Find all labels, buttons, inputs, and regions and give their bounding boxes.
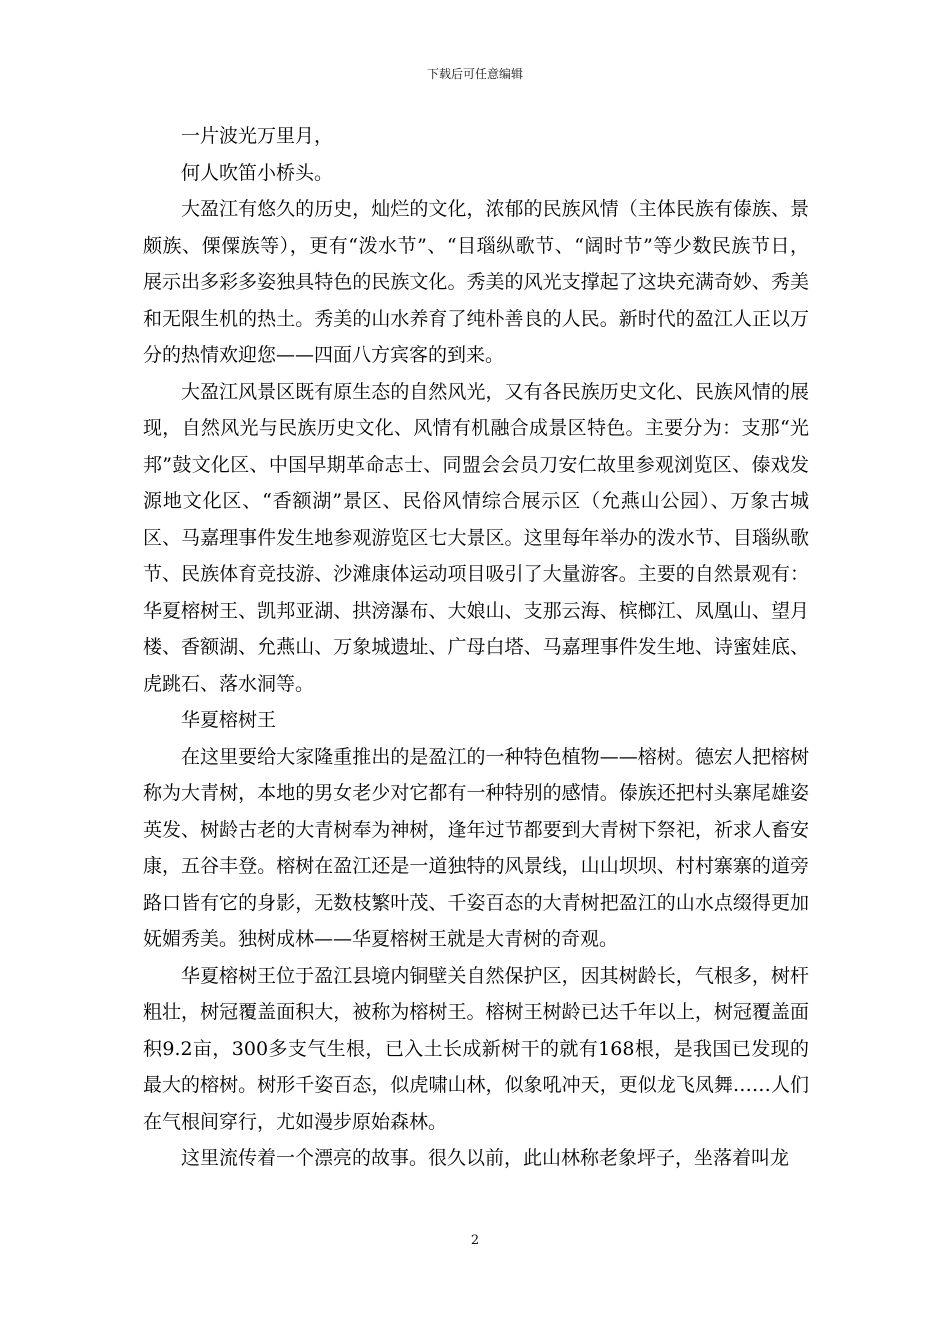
page-header: 下载后可任意编辑	[426, 67, 523, 81]
paragraph: 华夏榕树王位于盈江县境内铜壁关自然保护区，因其树龄长，气根多，树杆粗壮，树冠覆盖面积大，被称为榕树王。榕树王树龄已达千年以上，树冠覆盖面积9.2亩，300多支气生根，已入土长成新树干的就有168根，是我国已发现的最大的榕树。树形千姿百态，似虎啸山林，似象吼冲天，更似龙飞凤舞……人们在气根间穿行，尤如漫步原始森林。	[143, 964, 809, 1133]
paragraph: 大盈江有悠久的历史，灿烂的文化，浓郁的民族风情（主体民族有傣族、景颇族、傈僳族等），更有“泼水节”、“目瑙纵歌节、“阔时节”等少数民族节日，展示出多彩多姿独具特色的民族文化。秀美的风光支撑起了这块充满奇妙、秀美和无限生机的热土。秀美的山水养育了纯朴善良的人民。新时代的盈江人正以万分的热情欢迎您——四面八方宾客的到来。	[143, 198, 809, 366]
section-heading: 华夏榕树王	[181, 709, 277, 731]
paragraph: 在这里要给大家隆重推出的是盈江的一种特色植物——榕树。德宏人把榕树称为大青树，本地的男女老少对它都有一种特别的感情。傣族还把村头寨尾雄姿英发、树龄古老的大青树奉为神树，逢年过节都要到大青树下祭祀，祈求人畜安康，五谷丰登。榕树在盈江还是一道独特的风景线，山山坝坝、村村寨寨的道旁路口皆有它的身影，无数枝繁叶茂、千姿百态的大青树把盈江的山水点缀得更加妩媚秀美。独树成林——华夏榕树王就是大青树的奇观。	[143, 745, 809, 950]
document-body	[143, 118, 809, 1177]
paragraph: 何人吹笛小桥头。	[181, 161, 334, 184]
paragraph: 大盈江风景区既有原生态的自然风光，又有各民族历史文化、民族风情的展现，自然风光与民族历史文化、风情有机融合成景区特色。主要分为：支那“光邦”鼓文化区、中国早期革命志士、同盟会会员刀安仁故里参观浏览区、傣戏发源地文化区、“香额湖”景区、民俗风情综合展示区（允燕山公园）、万象古城区、马嘉理事件发生地参观游览区七大景区。这里每年举办的泼水节、目瑙纵歌节、民族体育竞技游、沙滩康体运动项目吸引了大量游客。主要的自然景观有：华夏榕树王、凯邦亚湖、拱滂瀑布、大娘山、支那云海、槟榔江、凤凰山、望月楼、香额湖、允燕山、万象城遗址、广母白塔、马嘉理事件发生地、诗蜜娃底、虎跳石、落水洞等。	[143, 380, 809, 695]
paragraph: 这里流传着一个漂亮的故事。很久以前，此山林称老象坪子，坐落着叫龙	[181, 1147, 790, 1169]
page-number: 2	[470, 1233, 480, 1248]
paragraph: 一片波光万里月，	[181, 125, 334, 147]
